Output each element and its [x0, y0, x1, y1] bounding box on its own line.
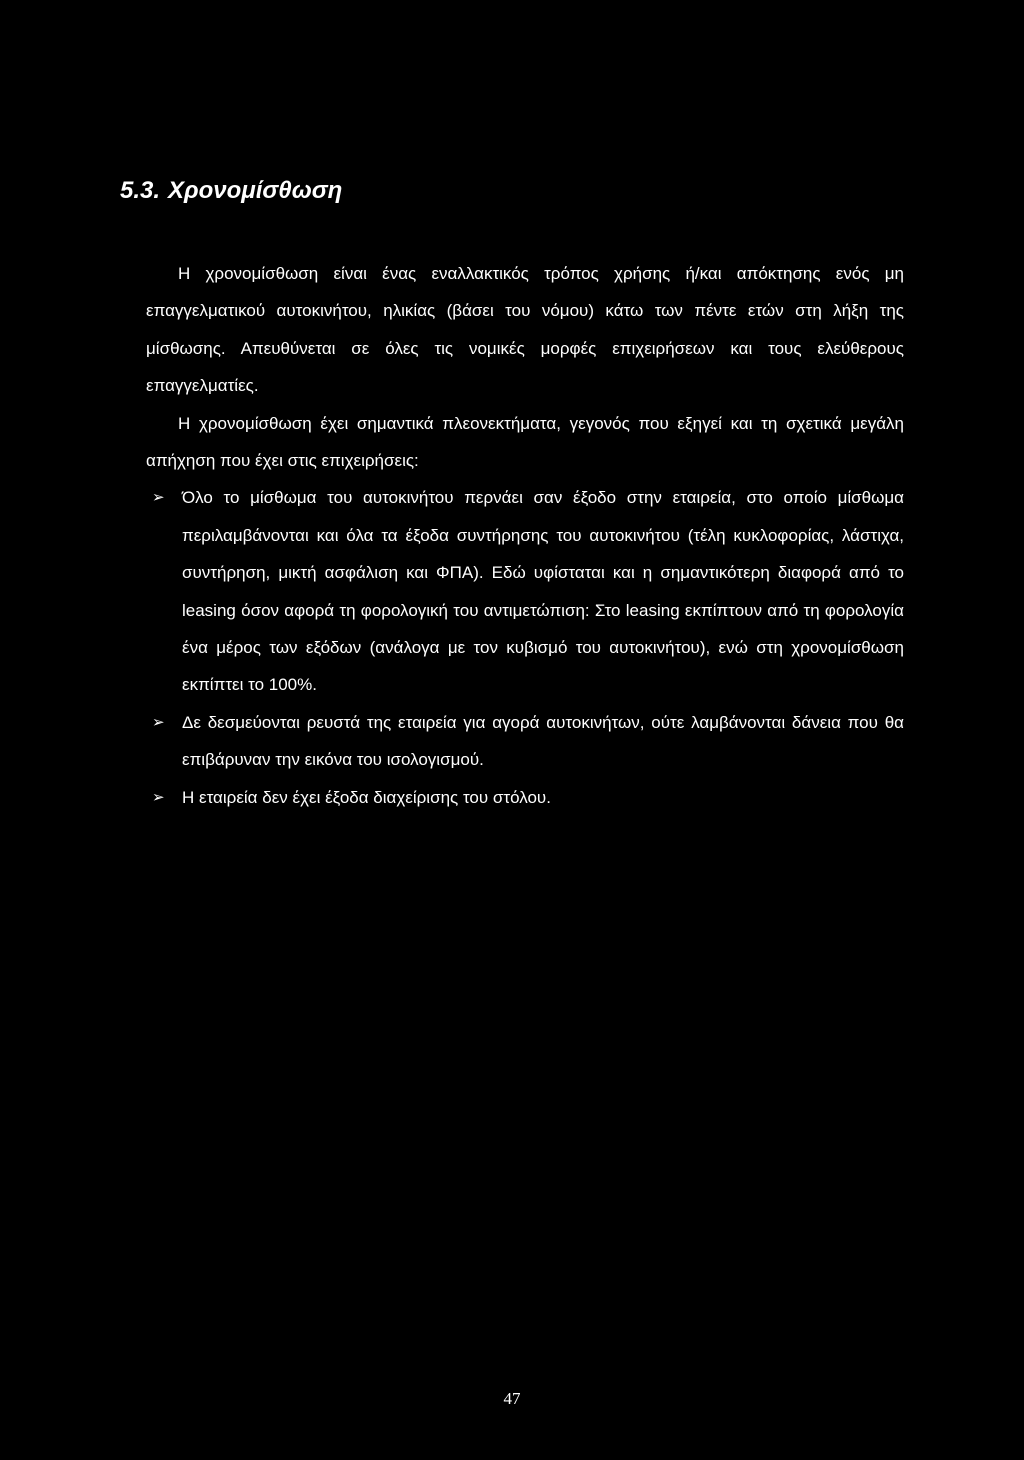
advantages-list	[146, 479, 904, 816]
list-item-text: Δε δεσμεύονται ρευστά της εταιρεία για αγορά αυτοκινήτων, ούτε λαμβάνονται δάνεια που θα επιβάρυναν την εικόνα του ισολογισμού.	[182, 712, 904, 770]
list-item	[146, 704, 904, 779]
list-item-text: Όλο το μίσθωμα του αυτοκινήτου περνάει σαν έξοδο στην εταιρεία, στο οποίο μίσθωμα περιλαμβάνονται και όλα τα έξοδα συντήρησης του αυτοκινήτου (τέλη κυκλοφορίας, λάστιχα, συντήρηση, μικτή ασφάλιση και ΦΠΑ). Εδώ υφίσταται και η σημαντικότερη διαφορά από το leasing όσον αφορά τη φορολογική του αντιμετώπιση: Στο leasing εκπίπτουν από τη φορολογία ένα μέρος των εξόδων (ανάλογα με τον κυβισμό του αυτοκινήτου), ενώ στη χρονομίσθωση εκπίπτει το 100%.	[182, 488, 904, 695]
paragraph-advantages: Η χρονομίσθωση έχει σημαντικά πλεονεκτήματα, γεγονός που εξηγεί και τη σχετικά μεγάλη απήχηση που έχει στις επιχειρήσεις:	[146, 413, 904, 471]
list-item-text: Η εταιρεία δεν έχει έξοδα διαχείρισης του στόλου.	[182, 787, 551, 807]
page-number: 47	[503, 1389, 521, 1408]
arrow-bullet-icon: ➢	[152, 713, 165, 731]
body-text	[146, 255, 904, 816]
paragraph-intro: Η χρονομίσθωση είναι ένας εναλλακτικός τρόπος χρήσης ή/και απόκτησης ενός μη επαγγελματικού αυτοκινήτου, ηλικίας (βάσει του νόμου) κάτω των πέντε ετών στη λήξη της μίσθωσης. Απευθύνεται σε όλες τις νομικές μορφές επιχειρήσεων και τους ελεύθερους επαγγελματίες.	[146, 264, 904, 396]
section-title: Χρονομίσθωση	[168, 177, 343, 204]
arrow-bullet-icon: ➢	[152, 788, 165, 806]
section-heading	[120, 176, 342, 206]
arrow-bullet-icon: ➢	[152, 489, 165, 507]
list-item	[146, 779, 904, 816]
list-item	[146, 479, 904, 703]
section-number: 5.3.	[120, 177, 161, 204]
